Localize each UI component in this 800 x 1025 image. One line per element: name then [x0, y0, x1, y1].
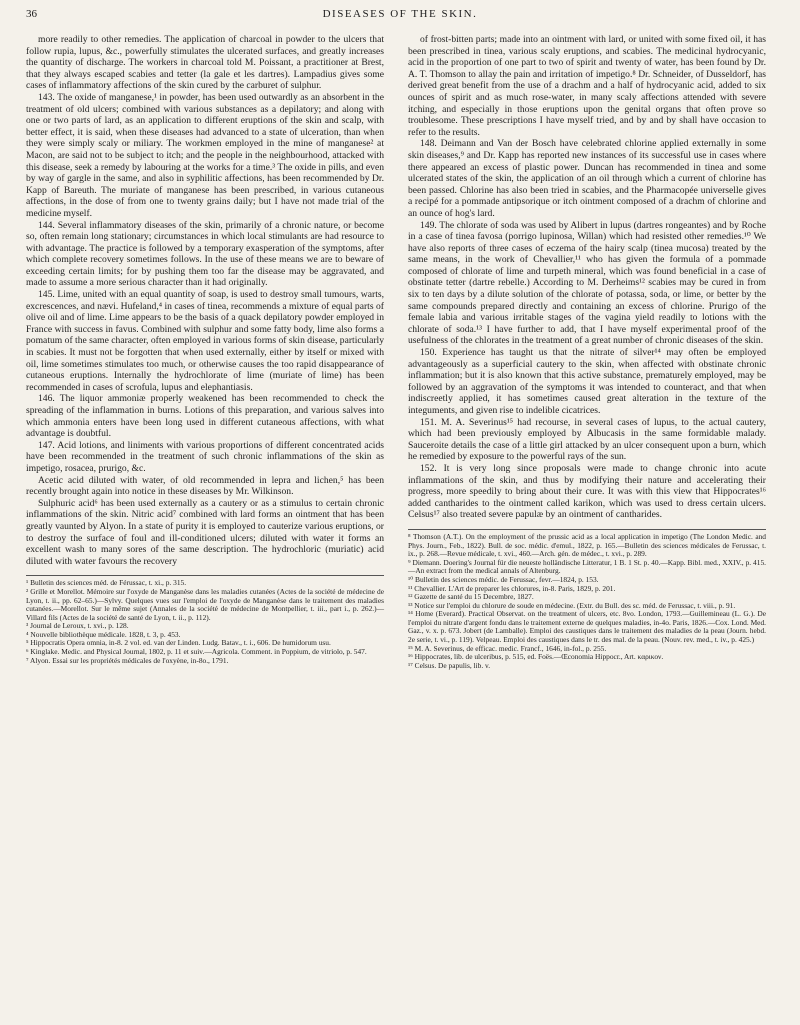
- footnote: ⁵ Hippocratis Opera omnia, in-8. 2 vol. ed. van der Linden. Ludg. Batav., t. i., 606. De humidorum usu.: [26, 638, 331, 648]
- footnote: ¹³ Notice sur l'emploi du chlorure de soude en médecine. (Extr. du Bull. des sc. méd. de Ferussac, t. viii., p. 91.: [408, 600, 736, 610]
- paragraph: Acetic acid diluted with water, of old recommended in lepra and lichen,⁵ has been recently brought again into notice in these diseases by Mr. Wilkinson.: [26, 474, 384, 498]
- footnote: ⁶ Kinglake. Medic. and Physical Journal, 1802, p. 11 et suiv.—Agricola. Comment. in Poppium, de vitriolo, p. 547.: [26, 647, 367, 657]
- footnote: ¹⁴ Home (Everard). Practical Observat. on the treatment of ulcers, etc. 8vo. London, 1793.—Guillemineau (L. G.). De l'emploi du nitrate d'argent fondu dans le traitement externe de quelques maladies, in-4o. Paris, 1826.—Cox. Lond. Med. Gaz., v. x. p. 673. Jobert (de Lamballe). Emploi des caustiques dans le traitement des maladies de la peau (Journ. hebd. 2e serie, t. vi., p. 119). Velpeau. Emploi des caustiques dans le tr. des mal. de la peau. (Nouv. rev. med., t. iv., p. 425.): [408, 609, 766, 645]
- footnote: ⁸ Thomson (A.T.). On the employment of the prussic acid as a local application in impetigo (The London Medic. and Phys. Journ., Feb., 1822). Bull. de soc. médic. d'emul., 1822, p. 165.—Bulletin des sciences médicales de Ferussac, t. ix., p. 268.—Revue médicale, t. xvi., 460.—Arch. gén. de médec., t. xvi., p. 289.: [408, 531, 766, 559]
- footnote: ¹⁷ Celsus. De papulis, lib. v.: [408, 660, 491, 670]
- paragraph: 148. Deimann and Van der Bosch have celebrated chlorine applied externally in some skin diseases,⁹ and Dr. Kapp has reported new instances of its successful use in cases where there appeared an excess of plastic power. Duncan has recommended in tinea and some ulcerated states of the skin, the application of an oil through which a current of chlorine has been passed. Chlorine has also been tried in scabies, and the Pharmacopée universelle gives a recipé for a pommade antipsorique or itch ointment composed of a drachm of chlorine and an ounce of hog's lard.: [408, 138, 766, 219]
- right-footnotes: [408, 529, 766, 671]
- paragraph: 149. The chlorate of soda was used by Alibert in lupus (dartres rongeantes) and by Roche in a case of tinea favosa (porrigo lupinosa, Willan) which had resisted other remedies.¹⁰ We have also reports of three cases of eczema of the hairy scalp (tinea mucosa) treated by the same means, in the work of Chevallier,¹¹ who has given the formula of a pommade composed of chlorate of lime and turpeth mineral, which was found beneficial in a case of obstinate tetter (dartre rebelle.) According to M. Derheims¹² scabies may be cured in from six to ten days by a dilute solution of the chlorate of potassa, soda, or lime, or better by the same compounds prepared directly and containing an excess of chlorine. Prurigo of the female labia and various irritable stages of the vagina yield readily to lotions with the chlorate of soda.¹³ I have further to add, that I have myself experimental proof of the usefulness of the chlorates in the treatment of a great number of chronic diseases of the skin.: [408, 219, 766, 347]
- paragraph: 152. It is very long since proposals were made to change chronic into acute inflammations of the skin, and thus by modifying their nature and accelerating their progress, more speedily to bring about their cure. It was with this view that Hippocrates¹⁶ added cantharides to the ointment called karikon, which was used to dress certain ulcers. Celsus¹⁷ also treated severe papulæ by an ointment of cantharides.: [408, 462, 766, 521]
- paragraph: 145. Lime, united with an equal quantity of soap, is used to destroy small tumours, warts, excrescences, and nævi. Hufeland,⁴ in cases of tinea, recommends a mixture of equal parts of olive oil and of lime. Lime appears to be the basis of a quack depilatory powder employed in France with success in favus. Combined with sulphur and some fatty body, lime also forms a pomatum of the same character, often employed in various forms of skin disease, particularly in scabies. It must not be forgotten that when used externally, either by itself or mixed with oil, lime sometimes stimulates too much, or otherwise causes the too rapid disappearance of cutaneous eruptions. Internally the hydrochlorate of lime (muriate of lime) has been recommended in cases of scrofula, lupus and elephantiasis.: [26, 289, 384, 393]
- paragraph: Sulphuric acid⁶ has been used externally as a cautery or as a stimulus to certain chronic inflammations of the skin. Nitric acid⁷ combined with lard forms an ointment that has been greatly vaunted by Alyon. In a state of purity it is employed to cauterize various eruptions, or to destroy the surface of foul and ill-conditioned ulcers; diluted with water it forms an excellent wash to many sores of the same description. The hydrochloric (muriatic) acid diluted with water favours the recovery: [26, 497, 384, 567]
- paragraph: 144. Several inflammatory diseases of the skin, primarily of a chronic nature, or become so, often remain long stationary; circumstances in which local stimulants are had resource to with advantage. The practice is followed by a temporary exasperation of the symptoms, after which complete recovery sometimes follows. In the use of these means we are to beware of exceeding certain limits; for by pushing them too far the disease may be aggravated, and made to assume a more serious character than it had originally.: [26, 219, 384, 289]
- paragraph: 143. The oxide of manganese,¹ in powder, has been used outwardly as an absorbent in the treatment of old ulcers; combined with various substances as a depilatory; and along with one or two parts of lard, as an application to different eruptions of the skin and scalp, with better effect, it is said, when these diseases had advanced to a state of ulceration, than when they were simply scaly or miliary. The workmen employed in the mine of manganese² at Macon, are said not to be subject to itch; and the people in the neighbourhood, attacked with this disease, seek a remedy by labouring at the works for a time.³ The oxide in pills, and even by way of gargle in the same, and also in syphilitic affections, has been recommended by Dr. Kapp of Bareuth. The muriate of manganese has been prescribed, in various cutaneous affections, in the dose of from one to twenty grains daily; but I have not made trial of the medicine myself.: [26, 91, 384, 219]
- footnote: ⁴ Nouvelle bibliothèque médicale. 1828, t. 3, p. 453.: [26, 629, 181, 639]
- left-column: [26, 34, 384, 665]
- footnote: ¹ Bulletin des sciences méd. de Férussac, t. xi., p. 315.: [26, 578, 187, 588]
- paragraph: of frost-bitten parts; made into an ointment with lard, or united with some fixed oil, it has been prescribed in tinea, various scaly eruptions, and scabies. The medicinal hydrocyanic, acid in the proportion of one part to two of spirit and twenty of water, has been found by Dr. A. T. Thomson to allay the pain and irritation of impetigo.⁸ Dr. Schneider, of Dusseldorf, has derived great benefit from the use of a drachm and a half of hydrocyanic acid, added to six ounces of spirit and as much rose-water, in many scaly affections attended with severe itching, and especially in those eruptions upon the genital organs that often prove so troublesome. These prescriptions I have myself tried, and by and by shall have occasion to refer to the results.: [408, 34, 766, 138]
- footnote: ¹⁰ Bulletin des sciences médic. de Ferussac, fevr.—1824, p. 153.: [408, 574, 599, 584]
- page-number: 36: [26, 8, 37, 20]
- paragraph: more readily to other remedies. The application of charcoal in powder to the ulcers that follow rupia, lupus, &c., powerfully stimulates the ulcerated surfaces, and greatly increases the quantity of discharge. The workers in charcoal told M. Poissant, a practitioner at Brest, that they always escaped scabies and tetter (la gale et les dartres). Lampadius gives some cases of inflammatory affections of the skin cured by the carburet of sulphur.: [26, 34, 384, 92]
- running-head: [0, 8, 800, 26]
- right-body-text: [408, 34, 766, 521]
- left-footnotes: [26, 575, 384, 665]
- footnote: ³ Journal de Leroux, t. xvi., p. 128.: [26, 621, 129, 631]
- footnote: ² Grille et Morellot. Mémoire sur l'oxyde de Manganèse dans les maladies cutanées (Actes de la société de médecine de Lyon, t. ii., pp. 62–65.)—Sylvy. Quelques vues sur l'emploi de l'oxyde de Manganèse dans le traitement des maladies cutanées.—Morellot. Sur le même sujet (Annales de la société de médecine de Montpellier, t. iii., part i., p. 262.)—Villard fils (Actes de la société de santé de Lyon, t. ii., p. 112).: [26, 586, 384, 622]
- right-column: [408, 34, 766, 670]
- footnote: ⁷ Alyon. Essai sur les propriétés médicales de l'oxyène, in-8o., 1791.: [26, 655, 229, 665]
- paragraph: 150. Experience has taught us that the nitrate of silver¹⁴ may often be employed advantageously as a superficial cautery to the skin, when affected with obstinate chronic inflammation; but it is also known that this active substance, prematurely employed, may be followed by an aggravation of the symptoms it was intended to counteract, and that when indiscreetly applied, it has sometimes caused great alteration in the texture of the integuments, and given rise to indelible cicatrices.: [408, 347, 766, 416]
- paragraph: 147. Acid lotions, and liniments with various proportions of different concentrated acids have been recommended in the treatment of such chronic inflammations of the skin as impetigo, rosacea, prurigo, &c.: [26, 439, 384, 474]
- footnote: ¹⁶ Hippocrates, lib. de ulceribus, p. 515, ed. Foës.—Œconomia Hippocr., Art. καρικον.: [408, 652, 664, 662]
- paragraph: 146. The liquor ammoniæ properly weakened has been recommended to check the spreading of the inflammation in burns. Lotions of this preparation, and various salves into which ammonia enters have been long used in different cutaneous affections, with what advantage is doubtful.: [26, 393, 384, 440]
- footnote: ¹¹ Chevallier. L'Art de preparer les chlorures, in-8. Paris, 1829, p. 201.: [408, 583, 616, 593]
- page-title: DISEASES OF THE SKIN.: [322, 8, 478, 20]
- footnote: ¹⁵ M. A. Severinus, de efficac. medic. Francf., 1646, in-fol., p. 255.: [408, 643, 607, 653]
- paragraph: 151. M. A. Severinus¹⁵ had recourse, in several cases of lupus, to the actual cautery, which had been previously employed by Albucasis in the same formidable malady. Sauceroite details the case of a little girl attacked by an ulcer consequent upon a burn, which he remedied by exposure to the powerful rays of the sun.: [408, 416, 766, 463]
- left-body-text: [26, 34, 384, 567]
- footnote: ¹² Gazette de santé du 15 Decembre, 1827.: [408, 592, 534, 602]
- footnote: ⁹ Diemann. Doering's Journal für die neueste holländische Litteratur, 1 B. 1 St. p. 40.—Kapp. Bibl. med., XXIV., p. 415.—An extract from the medical annals of Altenburg.: [408, 557, 766, 576]
